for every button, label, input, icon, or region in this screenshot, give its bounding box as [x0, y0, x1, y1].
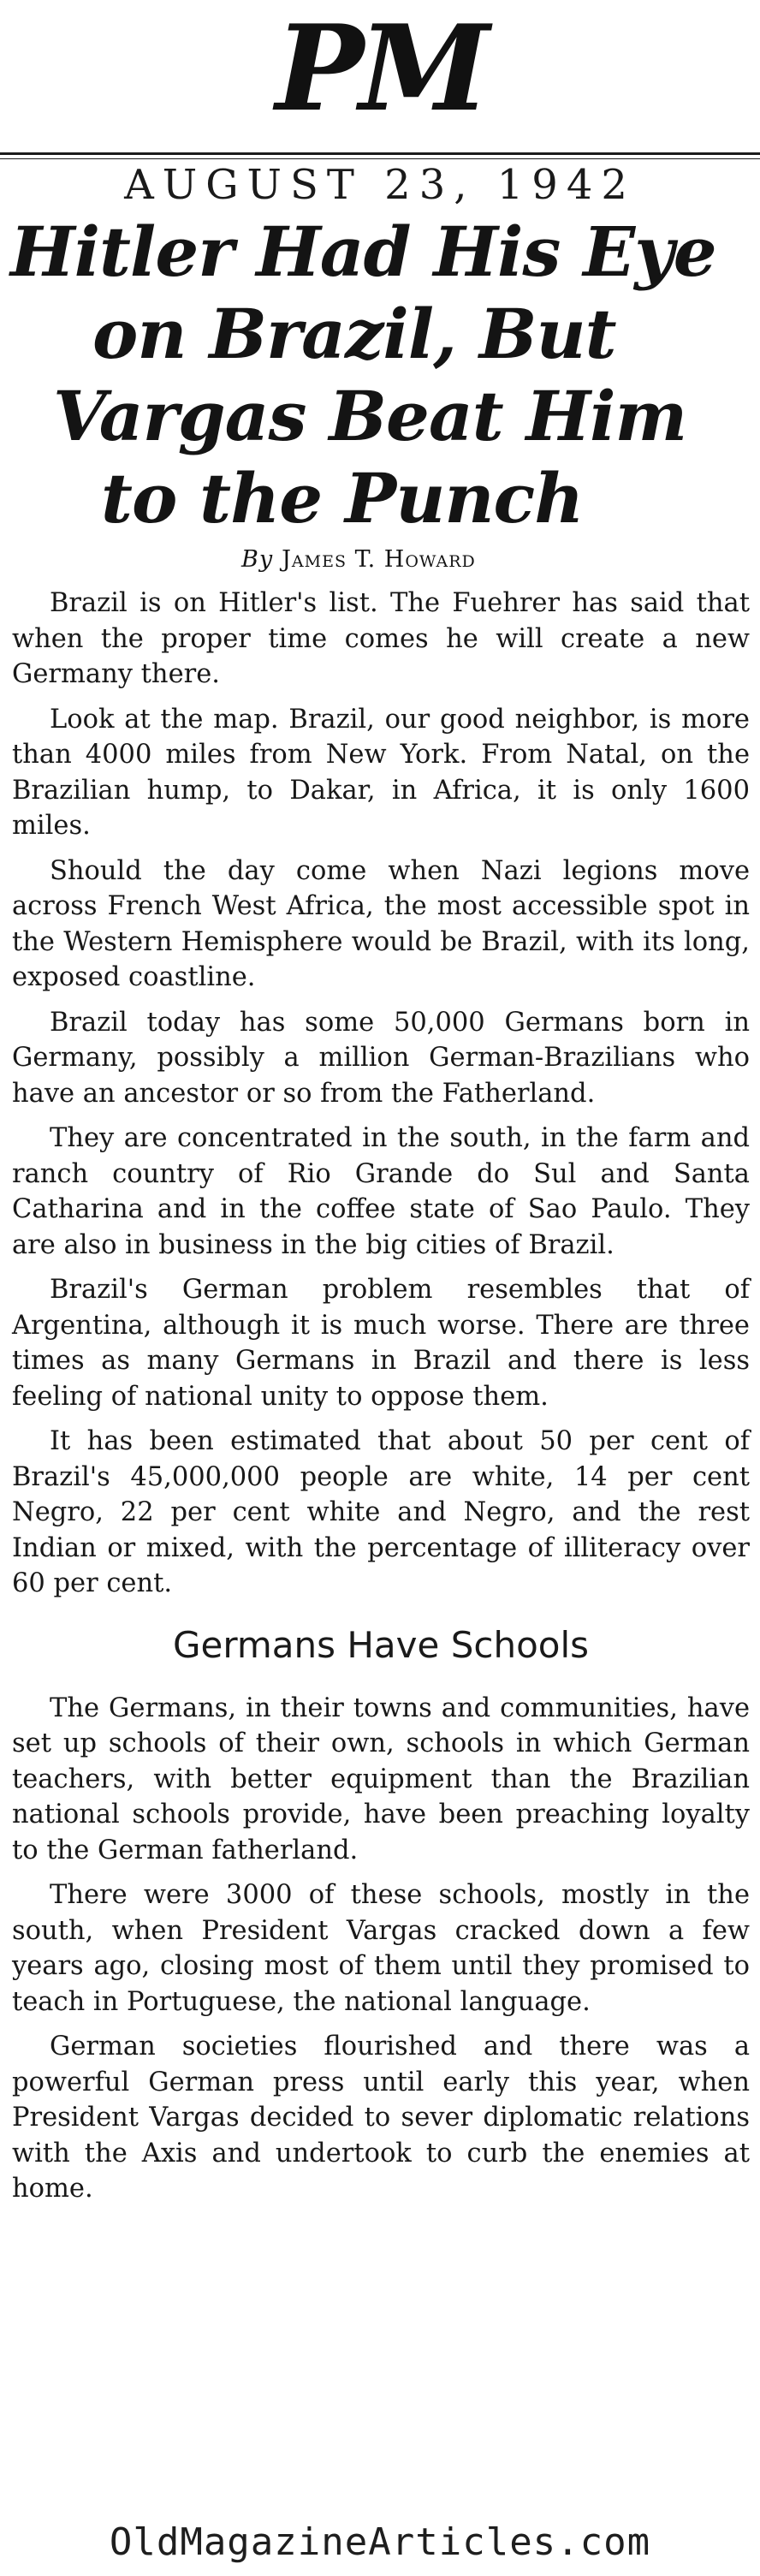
masthead-rule	[0, 152, 760, 155]
headline-line: Vargas Beat Him	[53, 376, 687, 456]
headline	[0, 211, 760, 539]
paragraph: Brazil is on Hitler's list. The Fuehrer has said that when the proper time comes he will create a new Germany there.	[12, 588, 750, 689]
source-watermark: OldMagazineArticles.com	[109, 2520, 651, 2564]
paragraph: Brazil today has some 50,000 Germans born in Germany, possibly a million German-Brazilians who have an ancestor or so from the Fatherland.	[12, 1007, 750, 1109]
paragraph: The Germans, in their towns and communities, have set up schools of their own, schools in which German teachers, with better equipment than the Brazilian national schools provide, have been preaching loyalty to the German fatherland.	[12, 1693, 750, 1865]
paragraph: German societies flourished and there was a powerful German press until early this year, when President Vargas decided to sever diplomatic relations with the Axis and undertook to curb the enemies at home.	[12, 2032, 750, 2204]
pm-logo: PM	[275, 0, 485, 138]
masthead-rule-thin	[0, 158, 760, 159]
paragraph: There were 3000 of these schools, mostly in the south, when President Vargas cracked down a few years ago, closing most of them until they promised to teach in Portuguese, the national language.	[12, 1880, 750, 2017]
byline-author: James T. Howard	[282, 546, 476, 573]
paragraph: Should the day come when Nazi legions move across French West Africa, the most accessible spot in the Western Hemisphere would be Brazil, with its long, exposed coastline.	[12, 855, 750, 992]
article-date: AUGUST 23, 1942	[124, 161, 636, 209]
masthead	[0, 0, 760, 144]
article-body	[12, 586, 750, 2216]
byline	[241, 544, 476, 575]
paragraph: It has been estimated that about 50 per cent of Brazil's 45,000,000 people are white, 14 per cent Negro, 22 per cent white and Negro, and the rest Indian or mixed, with the percentage of illiteracy over 60 per cent.	[12, 1426, 750, 1598]
section-subhead: Germans Have Schools	[172, 1623, 590, 1666]
headline-line: to the Punch	[101, 458, 584, 538]
byline-prefix: By	[241, 546, 274, 573]
headline-line: on Brazil, But	[92, 294, 616, 374]
paragraph: They are concentrated in the south, in the farm and ranch country of Rio Grande do Sul and Santa Catharina and in the coffee state of Sao Paulo. They are also in business in the big cities of Brazil.	[12, 1123, 750, 1260]
paragraph: Brazil's German problem resembles that of Argentina, although it is much worse. There are three times as many Germans in Brazil and there is less feeling of national unity to oppose them.	[12, 1275, 750, 1412]
paragraph: Look at the map. Brazil, our good neighbor, is more than 4000 miles from New York. From Natal, on the Brazilian hump, to Dakar, in Africa, it is only 1600 miles.	[12, 704, 750, 841]
headline-line: Hitler Had His Eye	[10, 211, 716, 292]
